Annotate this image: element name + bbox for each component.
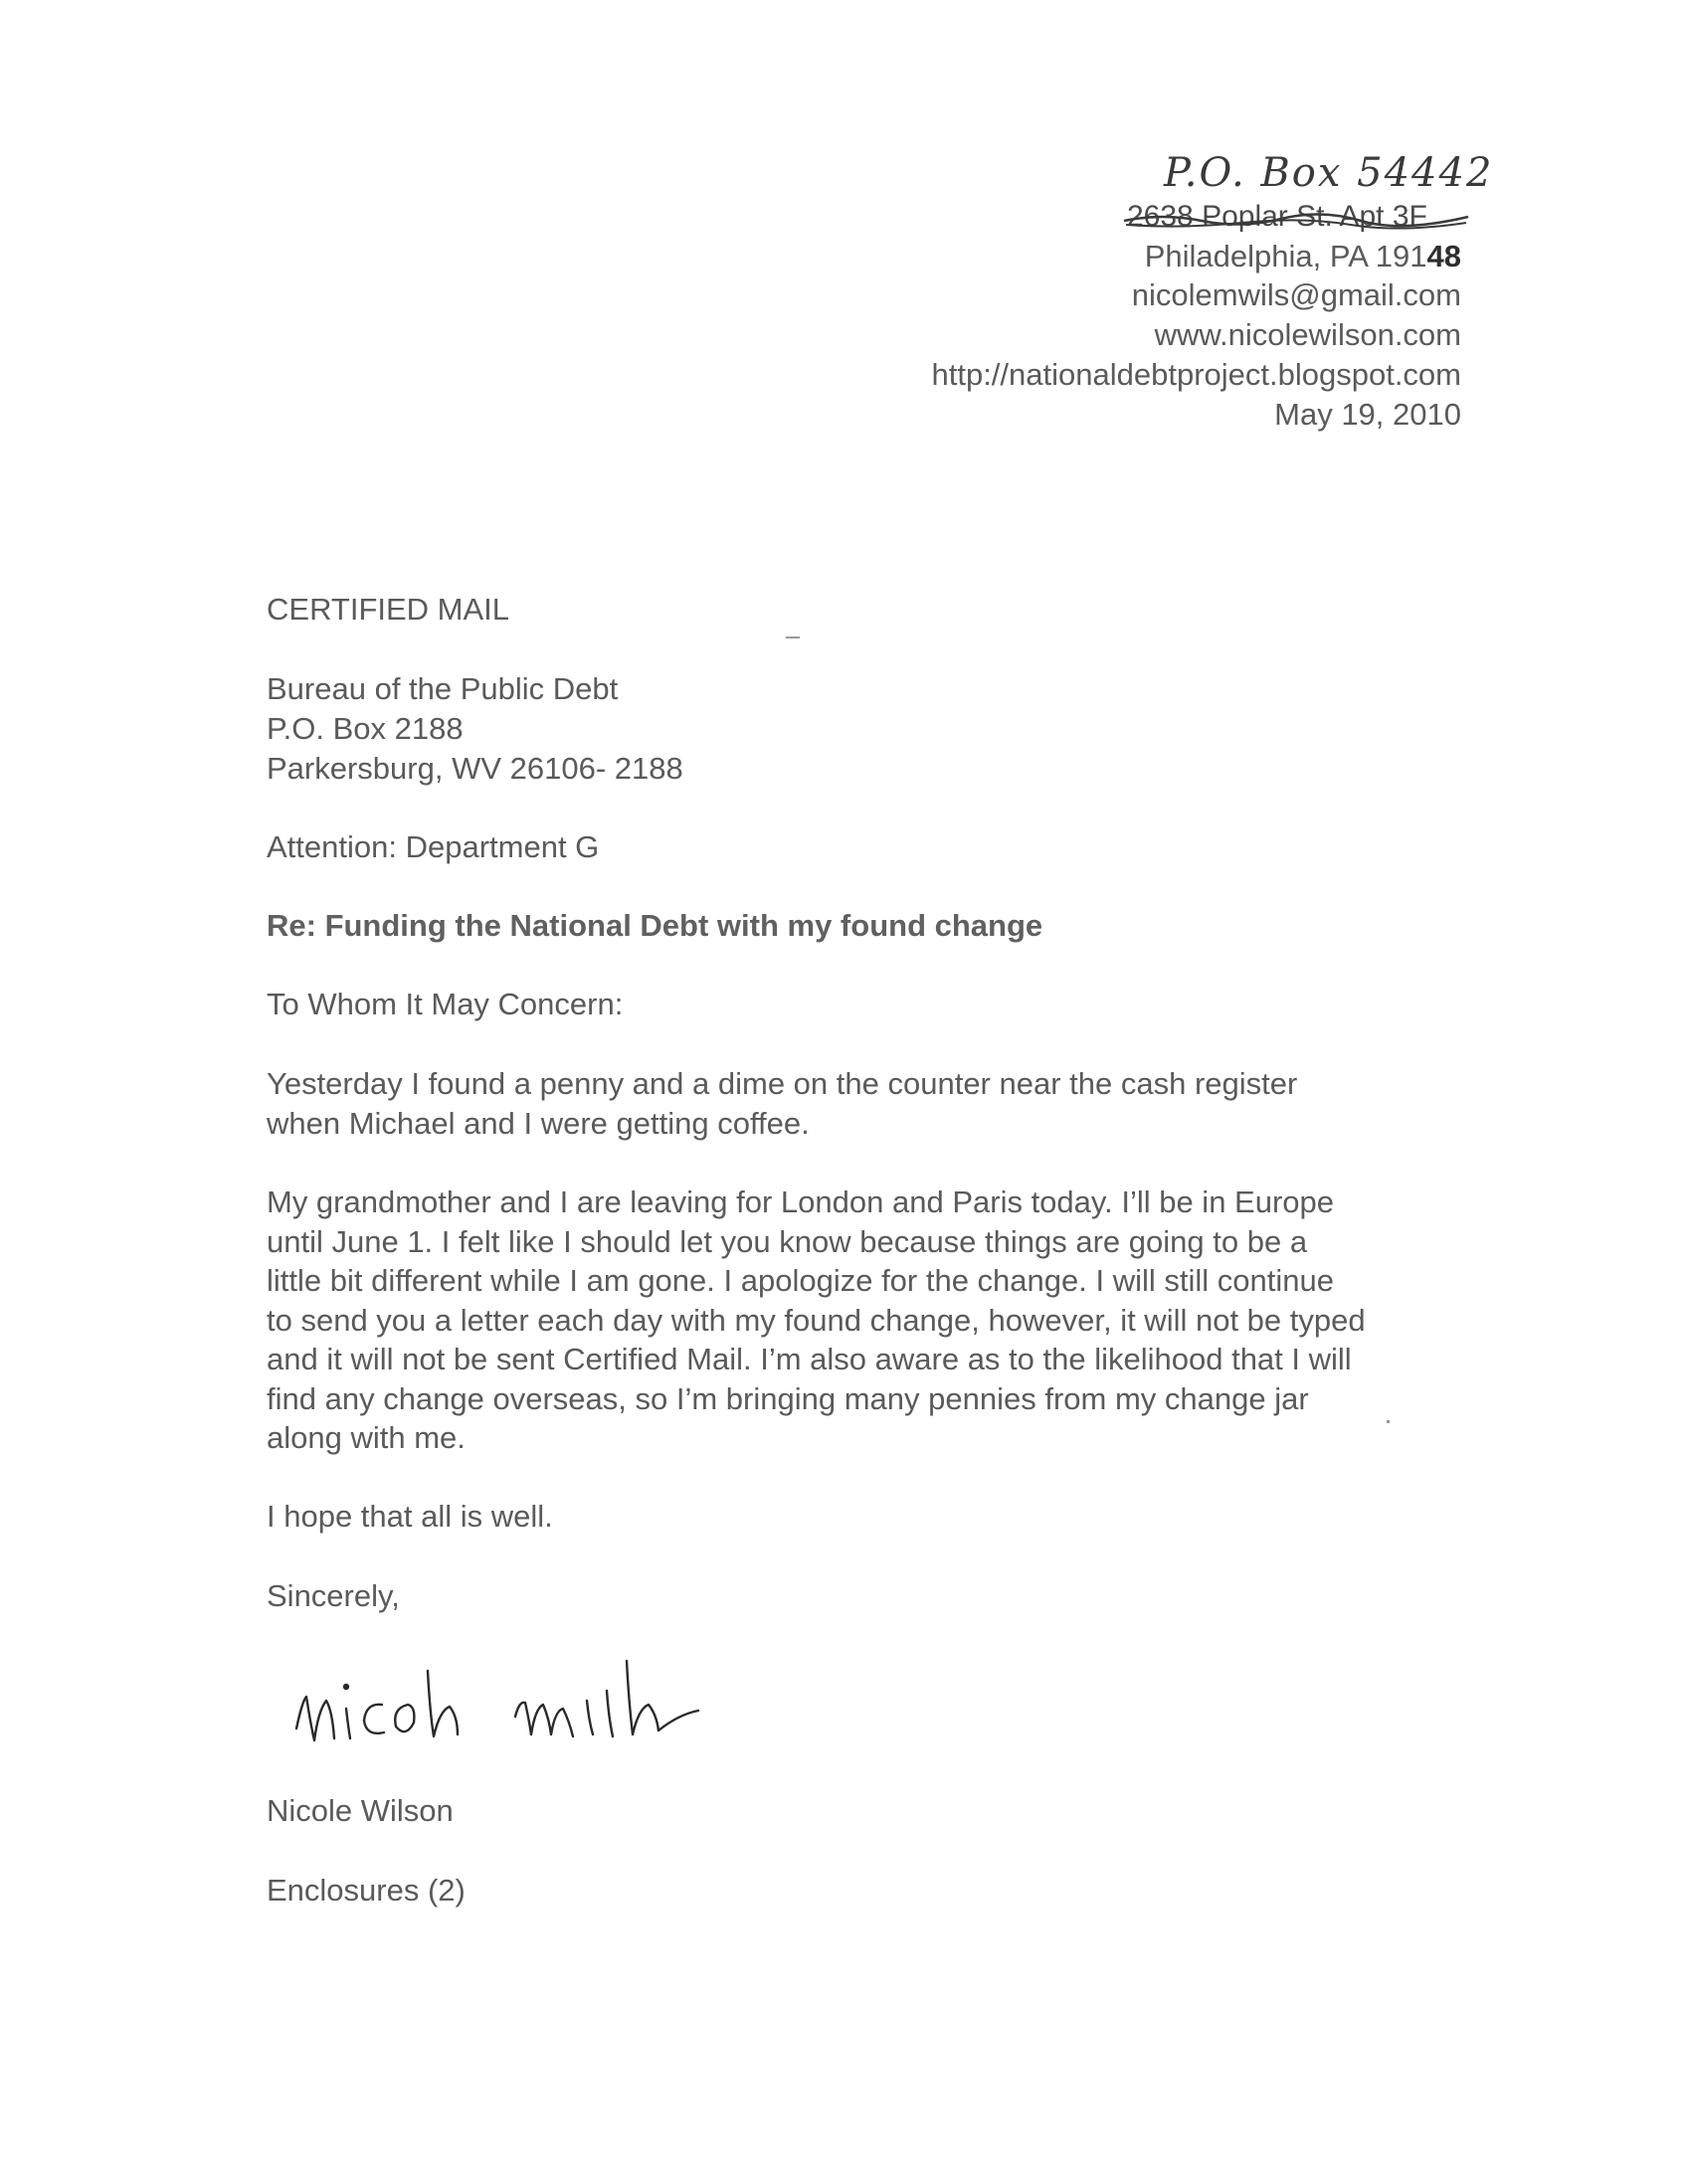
paragraph-line: until June 1. I felt like I should let you know because things are going to be a: [267, 1223, 1308, 1259]
paragraph-line: along with me.: [267, 1420, 466, 1455]
paragraph-line: Yesterday I found a penny and a dime on the counter near the cash register: [267, 1066, 1298, 1101]
sender-email: nicolemwils@gmail.com: [1131, 277, 1461, 312]
sender-contact-block: [931, 275, 1461, 435]
sender-website: www.nicolewilson.com: [1154, 317, 1461, 352]
closing-block: [267, 1576, 400, 1616]
salutation: To Whom It May Concern:: [267, 987, 624, 1021]
handwritten-po-box: P.O. Box 54442: [1164, 150, 1494, 196]
struck-street-address: 2638 Poplar St. Apt 3F: [1127, 200, 1427, 233]
paragraph-line: to send you a letter each day with my found change, however, it will not be typed: [267, 1302, 1366, 1338]
recipient-city: Parkersburg, WV 26106- 2188: [267, 751, 683, 786]
handwritten-zip-suffix: 48: [1426, 239, 1461, 273]
mail-type-block: [267, 590, 509, 630]
subject-block: [267, 906, 1042, 946]
recipient-po-box: P.O. Box 2188: [267, 711, 464, 746]
attention-line: Attention: Department G: [267, 829, 600, 864]
paragraph-line: I hope that all is well.: [267, 1499, 553, 1534]
signer-block: [267, 1791, 454, 1831]
strikethrough-scribble: [1122, 199, 1470, 239]
signer-name: Nicole Wilson: [267, 1793, 454, 1828]
enclosures: Enclosures (2): [267, 1873, 466, 1908]
closing: Sincerely,: [267, 1578, 400, 1613]
letter-date: May 19, 2010: [1274, 397, 1461, 432]
handwritten-signature: [288, 1631, 786, 1770]
paragraph-line: find any change overseas, so I’m bringing many pennies from my change jar: [267, 1380, 1309, 1416]
salutation-block: [267, 985, 623, 1024]
paragraph-line: little bit different while I am gone. I apologize for the change. I will still continue: [267, 1263, 1334, 1298]
recipient-block: [267, 669, 683, 789]
subject-line: Re: Funding the National Debt with my found change: [267, 908, 1043, 943]
enclosures-block: [267, 1871, 466, 1911]
sender-blog: http://nationaldebtproject.blogspot.com: [931, 357, 1461, 392]
body-paragraph-1: [267, 1064, 1460, 1143]
sender-city-line: [1145, 237, 1461, 276]
paragraph-line: and it will not be sent Certified Mail. I’m also aware as to the likelihood that I will: [267, 1342, 1352, 1376]
recipient-name: Bureau of the Public Debt: [267, 671, 619, 706]
mail-type: CERTIFIED MAIL: [267, 592, 510, 627]
body-paragraph-2: [267, 1183, 1460, 1458]
paragraph-line: when Michael and I were getting coffee.: [267, 1105, 810, 1141]
scan-speck: [1387, 1420, 1390, 1423]
paragraph-line: My grandmother and I are leaving for London and Paris today. I’ll be in Europe: [267, 1184, 1335, 1219]
body-paragraph-3: [267, 1497, 1460, 1537]
sender-city-state: Philadelphia, PA 191: [1144, 239, 1427, 273]
attention-block: [267, 827, 599, 867]
scan-speck: [786, 637, 800, 638]
